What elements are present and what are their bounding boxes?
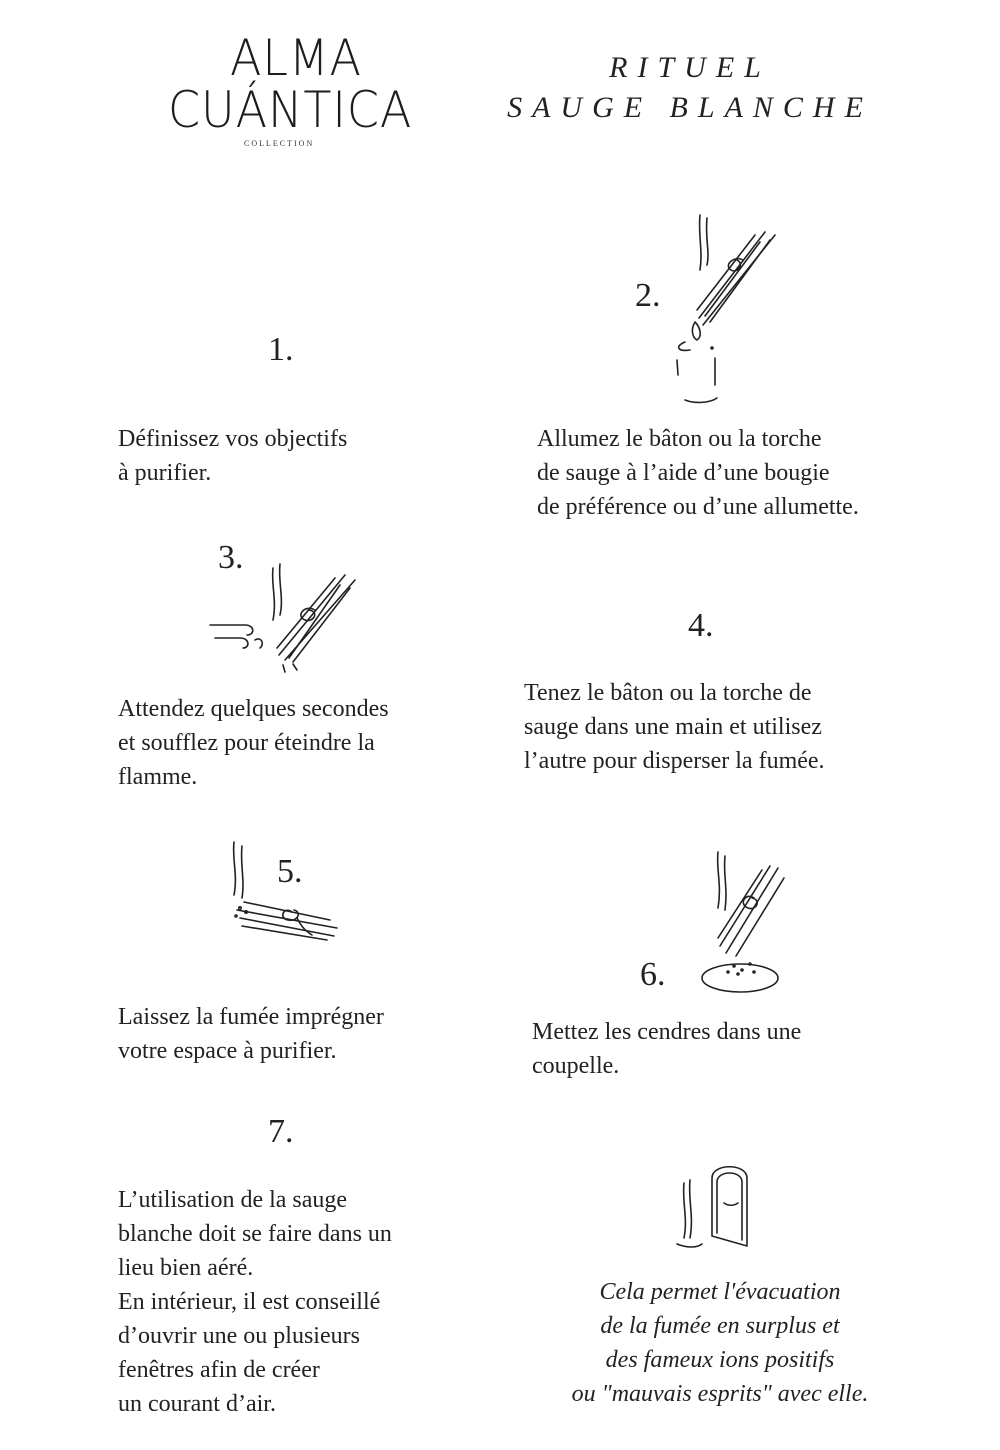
step-2-text: Allumez le bâton ou la torche de sauge à l’aide d’une bougie de préférence ou d’une allumette. [537,426,859,520]
step-7-text: L’utilisation de la sauge blanche doit se faire dans un lieu bien aéré. En intérieur, il est conseillé d’ouvrir une ou plusieurs fenêtres afin de créer un courant d’air. [118,1187,392,1417]
brand-name-line2: CUÁNTICA [168,81,413,139]
step-5-number: 5. [277,853,303,890]
brand-name-line1: ALMA [230,29,362,87]
sage-ashes-bowl-illustration-icon [698,848,788,998]
brand-logo [168,29,413,162]
step-3-number: 3. [218,539,244,576]
window-smoke-illustration-icon [672,1158,762,1258]
page-title [490,48,890,128]
step-5-text: Laissez la fumée imprégner votre espace à purifier. [118,1004,384,1064]
title-line2: SAUGE BLANCHE [507,91,873,124]
step-2-number: 2. [635,277,661,314]
step-6-text: Mettez les cendres dans une coupelle. [532,1019,802,1079]
sage-wind-illustration-icon [205,560,365,680]
closing-note: Cela permet l'évacuation de la fumée en surplus et des fameux ions positifs ou "mauvais esprits" avec elle. [571,1279,869,1407]
sage-candle-illustration-icon [665,210,795,410]
step-1-text: Définissez vos objectifs à purifier. [118,426,348,486]
step-4-text: Tenez le bâton ou la torche de sauge dans une main et utilisez l’autre pour disperser la fumée. [524,680,825,774]
step-4-number: 4. [688,607,714,644]
step-6-number: 6. [640,956,666,993]
sage-smoke-illustration-icon [222,840,352,950]
title-line1: RITUEL [609,51,771,84]
step-1-number: 1. [268,331,294,368]
step-7-number: 7. [268,1113,294,1150]
brand-subtitle: COLLECTION [244,139,315,148]
step-3-text: Attendez quelques secondes et soufflez pour éteindre la flamme. [118,696,389,790]
